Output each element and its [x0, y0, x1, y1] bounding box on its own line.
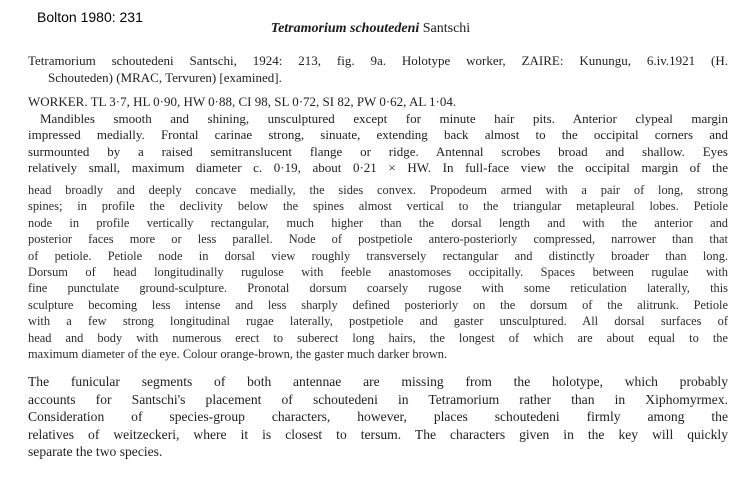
- worker-line: surmounted by a raised semitranslucent flange or ridge. Antennal scrobes broad and shallow. Eyes: [28, 143, 728, 159]
- worker-description: [28, 94, 728, 177]
- citation-line: Schouteden) (MRAC, Tervuren) [examined].: [48, 70, 282, 85]
- discussion-line: Consideration of species-group characters, however, places schoutedeni firmly among the: [28, 409, 728, 425]
- worker-line: fine punctulate ground-sculpture. Pronotal dorsum coarsely rugose with some reticulation laterally, this: [28, 281, 728, 296]
- species-name: Tetramorium schoutedeni: [270, 21, 420, 36]
- discussion-line: relatives of weitzeckeri, where it is closest to tersum. The characters given in the key will quickly: [28, 426, 728, 442]
- worker-line: head broadly and deeply concave medially, the sides convex. Propodeum armed with a pair of long, strong: [28, 183, 728, 197]
- species-heading: [0, 21, 741, 37]
- worker-line: impressed medially. Frontal carinae strong, sinuate, extending back almost to the occipital corners and: [28, 127, 728, 142]
- worker-line: posterior faces more or less parallel. Node of postpetiole antero-posteriorly compressed, narrower than that: [28, 232, 728, 247]
- discussion-paragraph: [28, 373, 728, 461]
- citation-line: Tetramorium schoutedeni Santschi, 1924: 213, fig. 9a. Holotype worker, ZAIRE: Kunungu, 6.iv.1921 (H.: [28, 53, 728, 68]
- discussion-line: accounts for Santschi's placement of schoutedeni in Tetramorium rather than in Xiphomyrmex.: [28, 391, 728, 407]
- worker-line: node in profile vertically rectangular, much higher than the dorsal length and with the anterior and: [28, 215, 728, 230]
- discussion-line: separate the two species.: [28, 444, 163, 460]
- worker-line: relatively small, maximum diameter c. 0·19, about 0·21 × HW. In full-face view the occipital margin of the: [28, 160, 728, 175]
- worker-line: Mandibles smooth and shining, unsculptured except for minute hair pits. Anterior clypeal margin: [40, 110, 728, 126]
- worker-line: of petiole. Petiole node in dorsal view roughly transversely rectangular and distinctly broader than long.: [28, 248, 728, 263]
- species-author: Santschi: [422, 21, 471, 36]
- worker-description-continued: [28, 182, 728, 362]
- worker-line: Dorsum of head longitudinally rugulose with feeble anastomoses occipitally. Spaces between rugulae with: [28, 265, 728, 280]
- worker-line: spines; in profile the declivity below the spines almost vertical to the triangular metapleural lobes. Petiole: [28, 199, 728, 214]
- citation-paragraph: [28, 52, 728, 86]
- worker-measurements: WORKER. TL 3·7, HL 0·90, HW 0·88, CI 98, SL 0·72, SI 82, PW 0·62, AL 1·04.: [28, 94, 457, 109]
- reference-label: Bolton 1980: 231: [37, 9, 143, 25]
- discussion-line: The funicular segments of both antennae are missing from the holotype, which probably: [28, 374, 728, 389]
- worker-line: maximum diameter of the eye. Colour orange-brown, the gaster much darker brown.: [28, 347, 448, 362]
- worker-line: with a few strong longitudinal rugae laterally, postpetiole and gaster unsculptured. All dorsal surfaces of: [28, 314, 728, 329]
- worker-line: sculpture becoming less intense and less sharply defined posteriorly on the dorsum of the alitrunk. Petiole: [28, 297, 728, 312]
- worker-line: head and body with numerous erect to suberect long hairs, the longest of which are about equal to the: [28, 330, 728, 345]
